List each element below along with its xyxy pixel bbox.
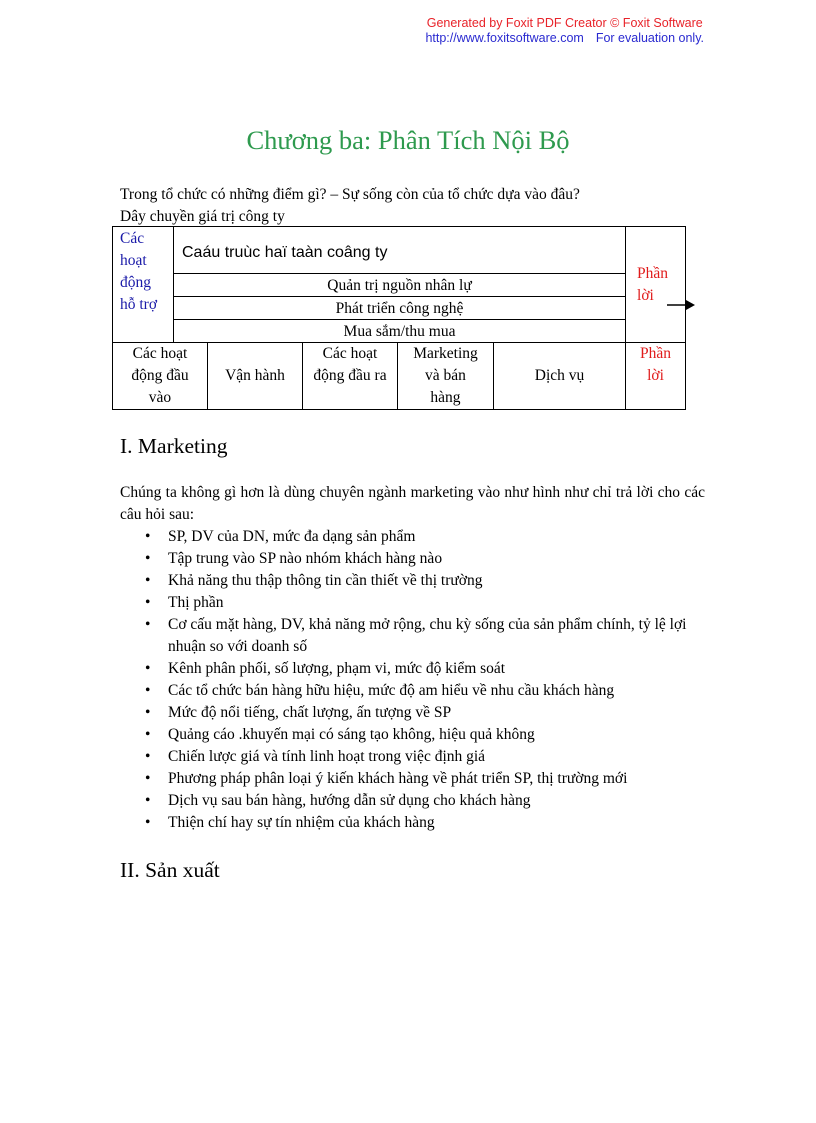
bullet-icon: • xyxy=(145,528,151,545)
marketing-questions-list xyxy=(120,526,705,834)
watermark-link-line xyxy=(425,31,704,46)
support-activities-label xyxy=(113,227,174,343)
operations-cell xyxy=(208,343,303,410)
intro-question: Trong tổ chức có những điểm gì? – Sự sống còn của tổ chức dựa vào đâu? xyxy=(120,186,580,203)
list-item: • Mức độ nổi tiếng, chất lượng, ấn tượng về SP xyxy=(120,702,705,724)
list-item: • Quảng cáo .khuyến mại có sáng tạo không, hiệu quả không xyxy=(120,724,705,746)
cell-line: Vận hành xyxy=(225,367,285,384)
bullet-icon: • xyxy=(145,792,151,809)
cell-line: Dịch vụ xyxy=(534,367,585,384)
list-item: • Cơ cấu mặt hàng, DV, khả năng mở rộng, chu kỳ sống của sản phẩm chính, tỷ lệ lợi nhuận so với doanh số xyxy=(145,616,687,655)
cell-line: Marketing xyxy=(413,345,478,362)
value-chain-table xyxy=(112,226,686,410)
margin-label-line: Phần xyxy=(640,345,672,362)
margin-cell-top xyxy=(626,227,686,343)
list-item: • Phương pháp phân loại ý kiến khách hàng về phát triển SP, thị trường mới xyxy=(120,768,705,790)
outbound-logistics-cell xyxy=(303,343,398,410)
bullet-icon: • xyxy=(145,748,151,765)
bullet-icon: • xyxy=(145,682,151,699)
cell-line: động đầu xyxy=(131,367,189,384)
bullet-icon: • xyxy=(145,726,151,743)
bullet-icon: • xyxy=(145,550,151,567)
list-item: • Thị phần xyxy=(120,592,705,614)
cell-line: Các hoạt xyxy=(322,345,378,362)
watermark-note: For evaluation only. xyxy=(595,31,704,45)
service-cell xyxy=(494,343,626,410)
bullet-icon: • xyxy=(145,814,151,831)
list-item: • Thiện chí hay sự tín nhiệm của khách hàng xyxy=(120,812,705,834)
cell-line: hàng xyxy=(430,389,461,406)
support-label-line: Các xyxy=(120,230,145,247)
infrastructure-cell: Caáu truùc haï taàn coâng ty xyxy=(174,227,626,274)
marketing-sales-cell xyxy=(398,343,494,410)
cell-line: vào xyxy=(148,389,172,406)
margin-label-line: Phần xyxy=(637,264,669,282)
watermark-line: Generated by Foxit PDF Creator © Foxit Software xyxy=(426,16,703,30)
hr-management-cell: Quản trị nguồn nhân lự xyxy=(174,274,626,297)
list-item: • Dịch vụ sau bán hàng, hướng dẫn sử dụng cho khách hàng xyxy=(120,790,705,812)
bullet-icon: • xyxy=(145,704,151,721)
bullet-icon: • xyxy=(145,770,151,787)
marketing-heading: I. Marketing xyxy=(120,434,228,458)
list-item: • Kênh phân phối, số lượng, phạm vi, mức độ kiểm soát xyxy=(120,658,705,680)
cell-line: và bán xyxy=(425,367,466,384)
bullet-icon: • xyxy=(145,572,151,589)
list-item: • SP, DV của DN, mức đa dạng sản phẩm xyxy=(120,526,705,548)
pdf-watermark xyxy=(425,16,704,46)
production-heading: II. Sản xuất xyxy=(120,858,220,882)
margin-label-line: lời xyxy=(647,367,664,384)
margin-cell-bottom xyxy=(626,343,686,410)
support-label-line: hoạt xyxy=(120,252,147,269)
procurement-cell: Mua sắm/thu mua xyxy=(174,320,626,343)
list-item: • Khả năng thu thập thông tin cần thiết về thị trường xyxy=(120,570,705,592)
marketing-intro: Chúng ta không gì hơn là dùng chuyên ngành marketing vào như hình như chỉ trả lời cho các câu hỏi sau: xyxy=(120,484,705,523)
cell-line: động đầu ra xyxy=(313,367,387,384)
technology-development-cell: Phát triển công nghệ xyxy=(174,297,626,320)
support-label-line: động xyxy=(120,274,151,291)
list-item: • Tập trung vào SP nào nhóm khách hàng nào xyxy=(120,548,705,570)
value-chain-caption: Dây chuyền giá trị công ty xyxy=(120,208,285,225)
list-item: • Chiến lược giá và tính linh hoạt trong việc định giá xyxy=(120,746,705,768)
support-label-line: hỗ trợ xyxy=(120,296,158,313)
inbound-logistics-cell xyxy=(113,343,208,410)
bullet-icon: • xyxy=(145,594,151,611)
bullet-icon: • xyxy=(145,616,151,633)
chapter-title: Chương ba: Phân Tích Nội Bộ xyxy=(246,125,570,155)
bullet-icon: • xyxy=(145,660,151,677)
cell-line: Các hoạt xyxy=(132,345,188,362)
watermark-url[interactable]: http://www.foxitsoftware.com xyxy=(425,31,584,45)
margin-arrow-icon xyxy=(667,298,695,312)
margin-label-line: lời xyxy=(637,286,654,304)
list-item: • Các tổ chức bán hàng hữu hiệu, mức độ am hiểu về nhu cầu khách hàng xyxy=(120,680,705,702)
